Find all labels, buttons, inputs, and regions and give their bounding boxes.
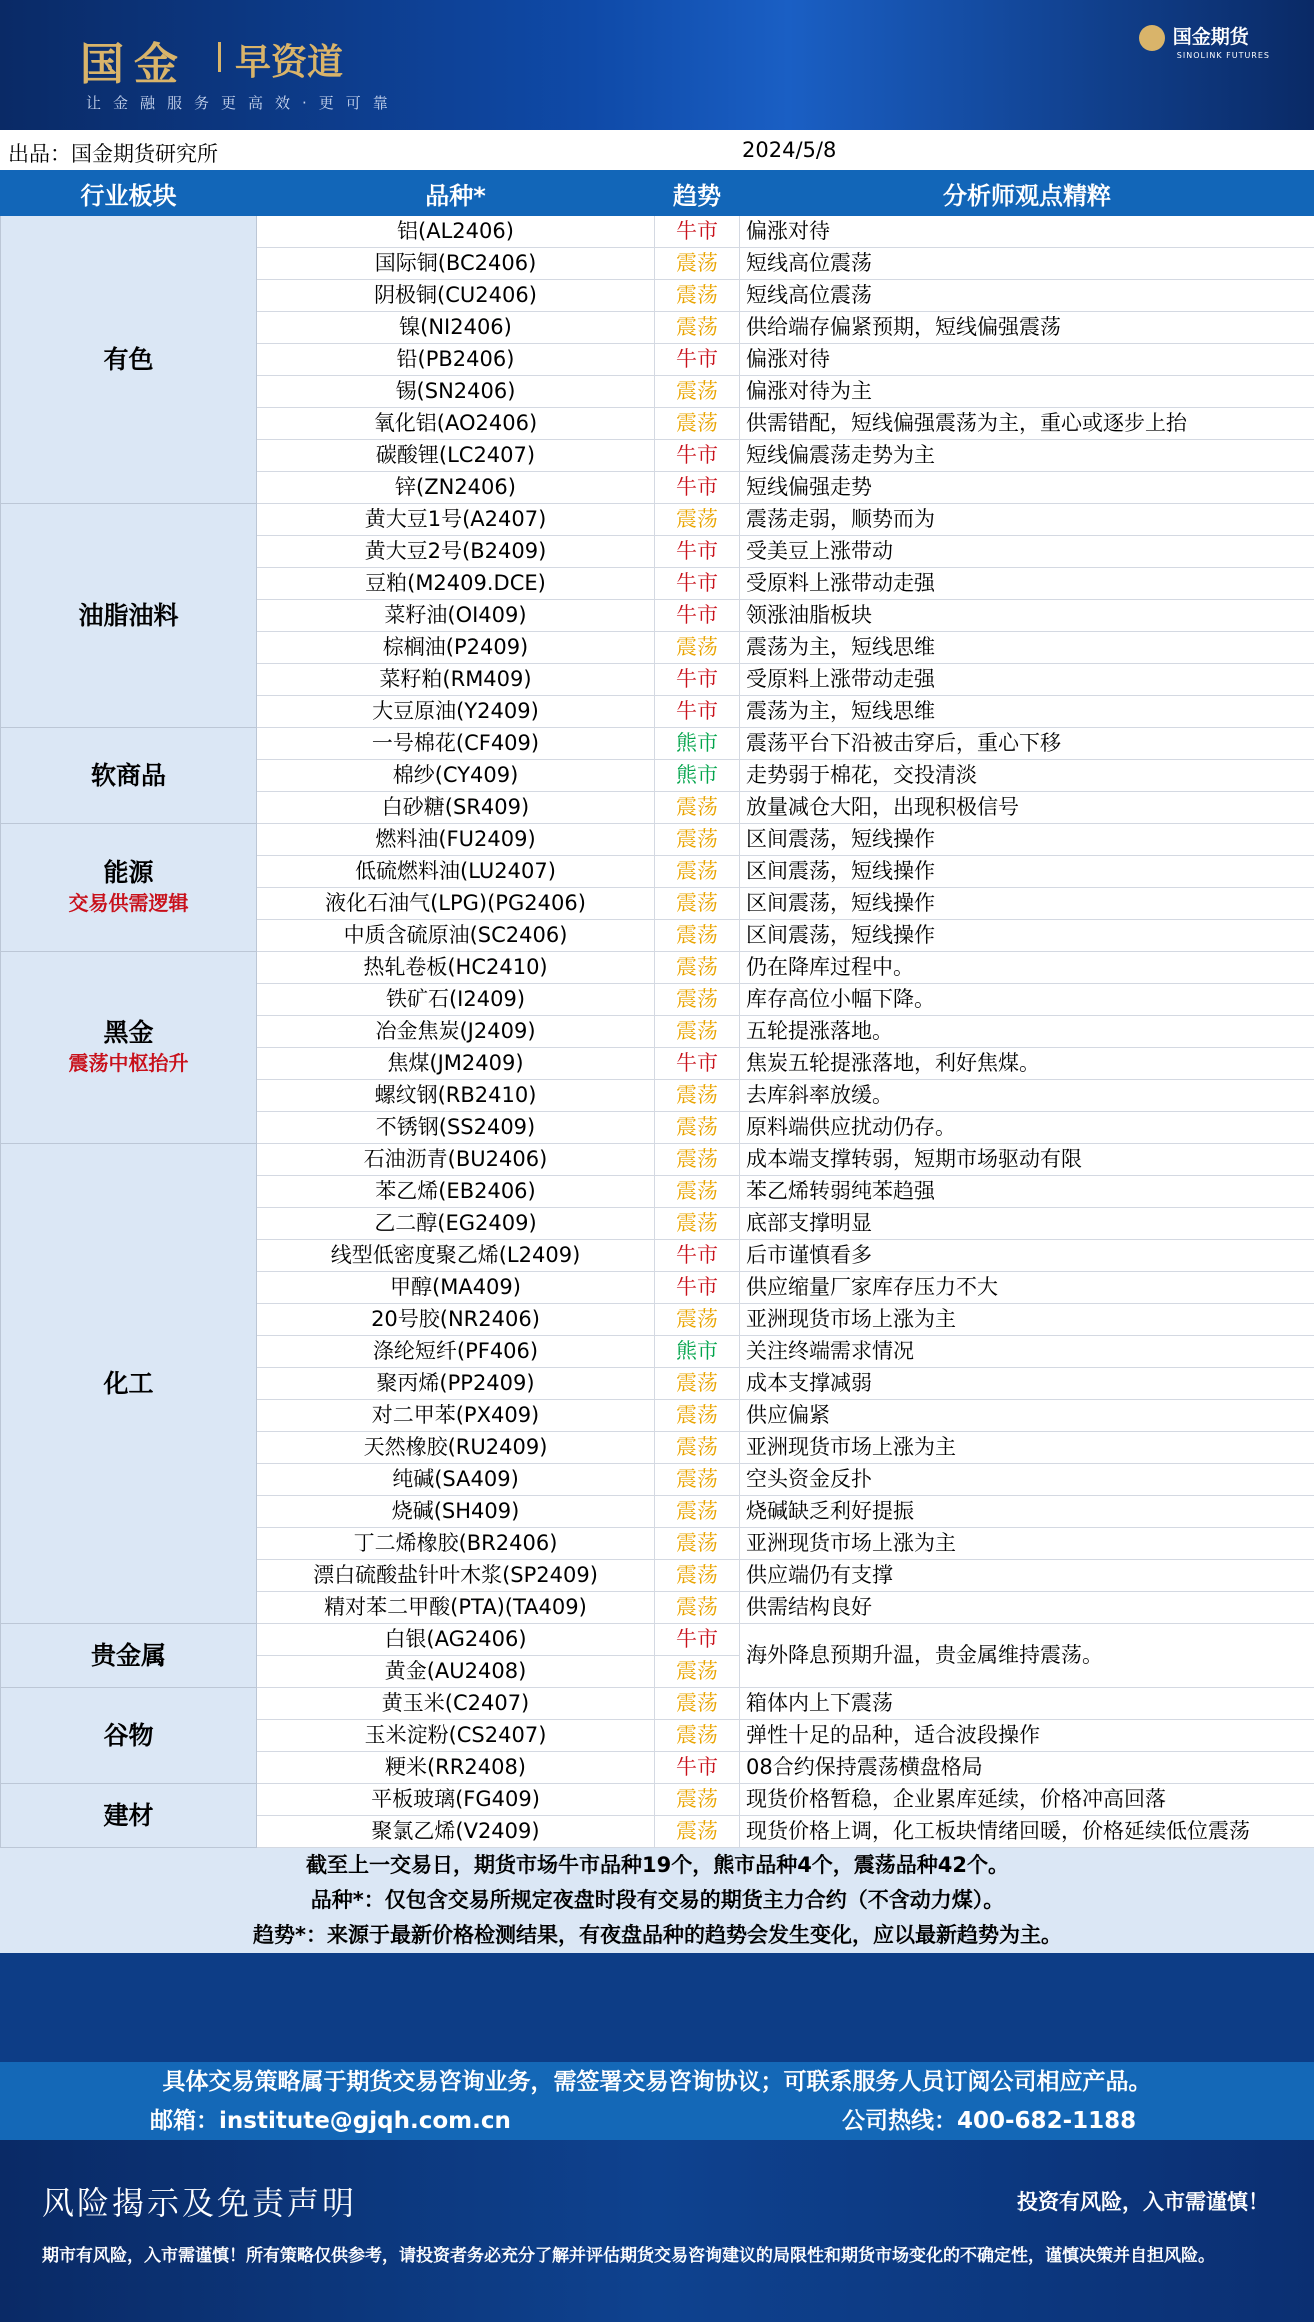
trend-cell: 震荡 <box>655 1592 740 1624</box>
trend-cell: 震荡 <box>655 1432 740 1464</box>
item-cell: 线型低密度聚乙烯(L2409) <box>257 1240 655 1272</box>
trend-cell: 震荡 <box>655 984 740 1016</box>
view-cell: 区间震荡，短线操作 <box>740 888 1314 920</box>
view-cell: 短线高位震荡 <box>740 248 1314 280</box>
item-cell: 镍(NI2406) <box>257 312 655 344</box>
item-cell: 聚氯乙烯(V2409) <box>257 1816 655 1848</box>
view-cell: 短线偏强走势 <box>740 472 1314 504</box>
contact-notice: 具体交易策略属于期货交易咨询业务，需签署交易咨询协议；可联系服务人员订阅公司相应产品。 <box>0 2062 1314 2102</box>
disclaimer <box>0 2140 1314 2322</box>
item-cell: 漂白硫酸盐针叶木浆(SP2409) <box>257 1560 655 1592</box>
item-cell: 螺纹钢(RB2410) <box>257 1080 655 1112</box>
item-cell: 低硫燃料油(LU2407) <box>257 856 655 888</box>
view-cell: 受原料上涨带动走强 <box>740 664 1314 696</box>
trend-cell: 震荡 <box>655 1304 740 1336</box>
trend-cell: 震荡 <box>655 952 740 984</box>
trend-cell: 震荡 <box>655 1464 740 1496</box>
item-cell: 国际铜(BC2406) <box>257 248 655 280</box>
item-cell: 黄金(AU2408) <box>257 1656 655 1688</box>
item-cell: 20号胶(NR2406) <box>257 1304 655 1336</box>
view-cell: 烧碱缺乏利好提振 <box>740 1496 1314 1528</box>
table-row <box>1 1688 1314 1720</box>
trend-cell: 震荡 <box>655 1784 740 1816</box>
trend-cell: 震荡 <box>655 1112 740 1144</box>
view-cell: 弹性十足的品种，适合波段操作 <box>740 1720 1314 1752</box>
item-cell: 阴极铜(CU2406) <box>257 280 655 312</box>
item-cell: 黄大豆1号(A2407) <box>257 504 655 536</box>
view-cell: 苯乙烯转弱纯苯趋强 <box>740 1176 1314 1208</box>
trend-cell: 牛市 <box>655 696 740 728</box>
view-cell: 供需错配，短线偏强震荡为主，重心或逐步上抬 <box>740 408 1314 440</box>
trend-cell: 震荡 <box>655 888 740 920</box>
item-cell: 丁二烯橡胶(BR2406) <box>257 1528 655 1560</box>
trend-cell: 震荡 <box>655 1656 740 1688</box>
sector-name: 有色 <box>103 345 154 374</box>
disclaimer-title: 风险揭示及免责声明 <box>42 2184 358 2222</box>
trend-cell: 牛市 <box>655 1240 740 1272</box>
view-cell: 区间震荡，短线操作 <box>740 824 1314 856</box>
trend-cell: 震荡 <box>655 1016 740 1048</box>
view-cell: 震荡为主，短线思维 <box>740 696 1314 728</box>
producer: 出品：国金期货研究所 <box>8 142 218 166</box>
trend-cell: 熊市 <box>655 728 740 760</box>
trend-cell: 震荡 <box>655 312 740 344</box>
trend-cell: 震荡 <box>655 280 740 312</box>
sector-name: 能源 <box>103 857 154 887</box>
item-cell: 中质含硫原油(SC2406) <box>257 920 655 952</box>
view-cell: 关注终端需求情况 <box>740 1336 1314 1368</box>
view-cell: 亚洲现货市场上涨为主 <box>740 1304 1314 1336</box>
view-cell: 走势弱于棉花，交投清淡 <box>740 760 1314 792</box>
sector-name: 黑金 <box>103 1017 154 1047</box>
trend-cell: 震荡 <box>655 920 740 952</box>
trend-cell: 震荡 <box>655 1368 740 1400</box>
contact-hotline: 公司热线：400-682-1188 <box>842 2108 1137 2134</box>
view-cell: 放量减仓大阳，出现积极信号 <box>740 792 1314 824</box>
trend-cell: 震荡 <box>655 1144 740 1176</box>
trend-cell: 牛市 <box>655 568 740 600</box>
trend-cell: 震荡 <box>655 504 740 536</box>
item-cell: 液化石油气(LPG)(PG2406) <box>257 888 655 920</box>
trend-cell: 牛市 <box>655 600 740 632</box>
sector-name: 软商品 <box>90 761 166 790</box>
trend-cell: 牛市 <box>655 472 740 504</box>
sector-cell <box>1 1784 257 1848</box>
view-cell: 偏涨对待为主 <box>740 376 1314 408</box>
item-cell: 棉纱(CY409) <box>257 760 655 792</box>
sector-name: 建材 <box>103 1801 154 1830</box>
table-row <box>1 1144 1314 1176</box>
trend-cell: 震荡 <box>655 376 740 408</box>
trend-cell: 震荡 <box>655 1080 740 1112</box>
trend-cell: 震荡 <box>655 1720 740 1752</box>
trend-cell: 牛市 <box>655 1752 740 1784</box>
view-cell: 现货价格上调，化工板块情绪回暖，价格延续低位震荡 <box>740 1816 1314 1848</box>
trend-cell: 牛市 <box>655 1272 740 1304</box>
item-cell: 铝(AL2406) <box>257 216 655 248</box>
item-cell: 大豆原油(Y2409) <box>257 696 655 728</box>
view-cell: 区间震荡，短线操作 <box>740 920 1314 952</box>
col-header-item: 品种* <box>257 171 655 216</box>
view-cell: 焦炭五轮提涨落地，利好焦煤。 <box>740 1048 1314 1080</box>
item-cell: 铁矿石(I2409) <box>257 984 655 1016</box>
view-cell: 海外降息预期升温，贵金属维持震荡。 <box>740 1624 1314 1688</box>
item-cell: 铅(PB2406) <box>257 344 655 376</box>
sector-note: 震荡中枢抬升 <box>68 1050 189 1075</box>
sector-cell <box>1 504 257 728</box>
view-cell: 短线高位震荡 <box>740 280 1314 312</box>
view-cell: 仍在降库过程中。 <box>740 952 1314 984</box>
brand-logo-icon <box>1139 25 1165 51</box>
note-item: 品种*：仅包含交易所规定夜盘时段有交易的期货主力合约（不含动力煤）。 <box>1 1883 1314 1918</box>
contact-row <box>0 2102 1314 2140</box>
trend-cell: 牛市 <box>655 536 740 568</box>
view-cell: 现货价格暂稳，企业累库延续，价格冲高回落 <box>740 1784 1314 1816</box>
view-cell: 去库斜率放缓。 <box>740 1080 1314 1112</box>
view-cell: 库存高位小幅下降。 <box>740 984 1314 1016</box>
view-cell: 亚洲现货市场上涨为主 <box>740 1432 1314 1464</box>
view-cell: 震荡为主，短线思维 <box>740 632 1314 664</box>
sector-cell <box>1 1688 257 1784</box>
trend-cell: 牛市 <box>655 344 740 376</box>
item-cell: 乙二醇(EG2409) <box>257 1208 655 1240</box>
view-cell: 成本端支撑转弱，短期市场驱动有限 <box>740 1144 1314 1176</box>
brand-name: 国金期货 <box>1172 26 1249 48</box>
trend-cell: 震荡 <box>655 408 740 440</box>
table-row <box>1 1624 1314 1656</box>
trend-cell: 牛市 <box>655 664 740 696</box>
item-cell: 碳酸锂(LC2407) <box>257 440 655 472</box>
item-cell: 苯乙烯(EB2406) <box>257 1176 655 1208</box>
view-cell: 五轮提涨落地。 <box>740 1016 1314 1048</box>
view-cell: 受美豆上涨带动 <box>740 536 1314 568</box>
view-cell: 成本支撑减弱 <box>740 1368 1314 1400</box>
sector-name: 化工 <box>103 1369 154 1398</box>
view-cell: 底部支撑明显 <box>740 1208 1314 1240</box>
view-cell: 08合约保持震荡横盘格局 <box>740 1752 1314 1784</box>
sector-cell <box>1 1144 257 1624</box>
view-cell: 原料端供应扰动仍存。 <box>740 1112 1314 1144</box>
info-row <box>0 130 1314 170</box>
trend-cell: 震荡 <box>655 1400 740 1432</box>
brand-name-en: SINOLINK FUTURES <box>1176 50 1270 60</box>
disclaimer-text: 期市有风险，入市需谨慎！所有策略仅供参考，请投资者务必充分了解并评估期货交易咨询建议的局限性和期货市场变化的不确定性，谨慎决策并自担风险。 <box>42 2246 1215 2266</box>
trend-cell: 震荡 <box>655 824 740 856</box>
sector-cell <box>1 728 257 824</box>
item-cell: 烧碱(SH409) <box>257 1496 655 1528</box>
item-cell: 不锈钢(SS2409) <box>257 1112 655 1144</box>
view-cell: 领涨油脂板块 <box>740 600 1314 632</box>
logo-divider <box>218 42 221 72</box>
trend-cell: 震荡 <box>655 632 740 664</box>
item-cell: 甲醇(MA409) <box>257 1272 655 1304</box>
col-header-trend: 趋势 <box>655 171 740 216</box>
sector-note: 交易供需逻辑 <box>68 890 189 915</box>
view-cell: 短线偏震荡走势为主 <box>740 440 1314 472</box>
table-footer <box>1 1848 1314 1953</box>
view-cell: 偏涨对待 <box>740 216 1314 248</box>
table-row <box>1 824 1314 856</box>
view-cell: 供应端仍有支撑 <box>740 1560 1314 1592</box>
table-row <box>1 216 1314 248</box>
view-cell: 后市谨慎看多 <box>740 1240 1314 1272</box>
table-row <box>1 728 1314 760</box>
sector-name: 贵金属 <box>90 1641 166 1670</box>
brand <box>1139 22 1270 60</box>
item-cell: 菜籽油(OI409) <box>257 600 655 632</box>
view-cell: 震荡平台下沿被击穿后，重心下移 <box>740 728 1314 760</box>
view-cell: 空头资金反扑 <box>740 1464 1314 1496</box>
col-header-sector: 行业板块 <box>1 171 257 216</box>
logo: 国金 <box>80 39 188 90</box>
item-cell: 石油沥青(BU2406) <box>257 1144 655 1176</box>
item-cell: 黄玉米(C2407) <box>257 1688 655 1720</box>
trend-cell: 牛市 <box>655 1048 740 1080</box>
table-row <box>1 952 1314 984</box>
trend-cell: 震荡 <box>655 1688 740 1720</box>
table-header-row <box>1 171 1314 216</box>
strategy-table <box>0 170 1314 1953</box>
item-cell: 棕榈油(P2409) <box>257 632 655 664</box>
trend-cell: 震荡 <box>655 792 740 824</box>
item-cell: 锡(SN2406) <box>257 376 655 408</box>
item-cell: 白砂糖(SR409) <box>257 792 655 824</box>
trend-cell: 震荡 <box>655 1528 740 1560</box>
trend-cell: 震荡 <box>655 248 740 280</box>
item-cell: 锌(ZN2406) <box>257 472 655 504</box>
view-cell: 供给端存偏紧预期，短线偏强震荡 <box>740 312 1314 344</box>
summary-stats: 截至上一交易日，期货市场牛市品种19个，熊市品种4个，震荡品种42个。 <box>1 1848 1314 1883</box>
item-cell: 豆粕(M2409.DCE) <box>257 568 655 600</box>
item-cell: 冶金焦炭(J2409) <box>257 1016 655 1048</box>
trend-cell: 震荡 <box>655 1560 740 1592</box>
view-cell: 受原料上涨带动走强 <box>740 568 1314 600</box>
item-cell: 精对苯二甲酸(PTA)(TA409) <box>257 1592 655 1624</box>
view-cell: 亚洲现货市场上涨为主 <box>740 1528 1314 1560</box>
item-cell: 平板玻璃(FG409) <box>257 1784 655 1816</box>
col-header-view: 分析师观点精粹 <box>740 171 1314 216</box>
header-slogan: 让金融服务更高效·更可靠 <box>86 94 400 112</box>
item-cell: 白银(AG2406) <box>257 1624 655 1656</box>
trend-cell: 震荡 <box>655 1496 740 1528</box>
view-cell: 区间震荡，短线操作 <box>740 856 1314 888</box>
item-cell: 玉米淀粉(CS2407) <box>257 1720 655 1752</box>
view-cell: 偏涨对待 <box>740 344 1314 376</box>
item-cell: 涤纶短纤(PF406) <box>257 1336 655 1368</box>
sector-cell <box>1 216 257 504</box>
note-trend: 趋势*：来源于最新价格检测结果，有夜盘品种的趋势会发生变化，应以最新趋势为主。 <box>1 1918 1314 1953</box>
item-cell: 燃料油(FU2409) <box>257 824 655 856</box>
view-cell: 供应缩量厂家库存压力不大 <box>740 1272 1314 1304</box>
trend-cell: 震荡 <box>655 856 740 888</box>
table-row <box>1 504 1314 536</box>
sector-cell <box>1 1624 257 1688</box>
view-cell: 震荡走弱，顺势而为 <box>740 504 1314 536</box>
table-body <box>1 216 1314 1848</box>
item-cell: 焦煤(JM2409) <box>257 1048 655 1080</box>
trend-cell: 牛市 <box>655 216 740 248</box>
trend-cell: 熊市 <box>655 760 740 792</box>
item-cell: 对二甲苯(PX409) <box>257 1400 655 1432</box>
item-cell: 纯碱(SA409) <box>257 1464 655 1496</box>
sector-cell <box>1 952 257 1144</box>
trend-cell: 震荡 <box>655 1816 740 1848</box>
page-header <box>0 0 1314 130</box>
item-cell: 热轧卷板(HC2410) <box>257 952 655 984</box>
trend-cell: 震荡 <box>655 1208 740 1240</box>
view-cell: 箱体内上下震荡 <box>740 1688 1314 1720</box>
view-cell: 供需结构良好 <box>740 1592 1314 1624</box>
table-row <box>1 1784 1314 1816</box>
sector-cell <box>1 824 257 952</box>
item-cell: 氧化铝(AO2406) <box>257 408 655 440</box>
view-cell: 供应偏紧 <box>740 1400 1314 1432</box>
trend-cell: 熊市 <box>655 1336 740 1368</box>
item-cell: 天然橡胶(RU2409) <box>257 1432 655 1464</box>
item-cell: 黄大豆2号(B2409) <box>257 536 655 568</box>
sector-name: 油脂油料 <box>78 601 179 630</box>
disclaimer-warning: 投资有风险，入市需谨慎！ <box>1017 2190 1269 2214</box>
item-cell: 粳米(RR2408) <box>257 1752 655 1784</box>
item-cell: 一号棉花(CF409) <box>257 728 655 760</box>
report-date: 2024/5/8 <box>742 138 837 162</box>
trend-cell: 震荡 <box>655 1176 740 1208</box>
trend-cell: 牛市 <box>655 1624 740 1656</box>
item-cell: 菜籽粕(RM409) <box>257 664 655 696</box>
sector-name: 谷物 <box>103 1721 154 1750</box>
item-cell: 聚丙烯(PP2409) <box>257 1368 655 1400</box>
header-subtitle: 早资道 <box>235 42 344 83</box>
trend-cell: 牛市 <box>655 440 740 472</box>
contact-email: 邮箱：institute@gjqh.com.cn <box>150 2108 511 2134</box>
